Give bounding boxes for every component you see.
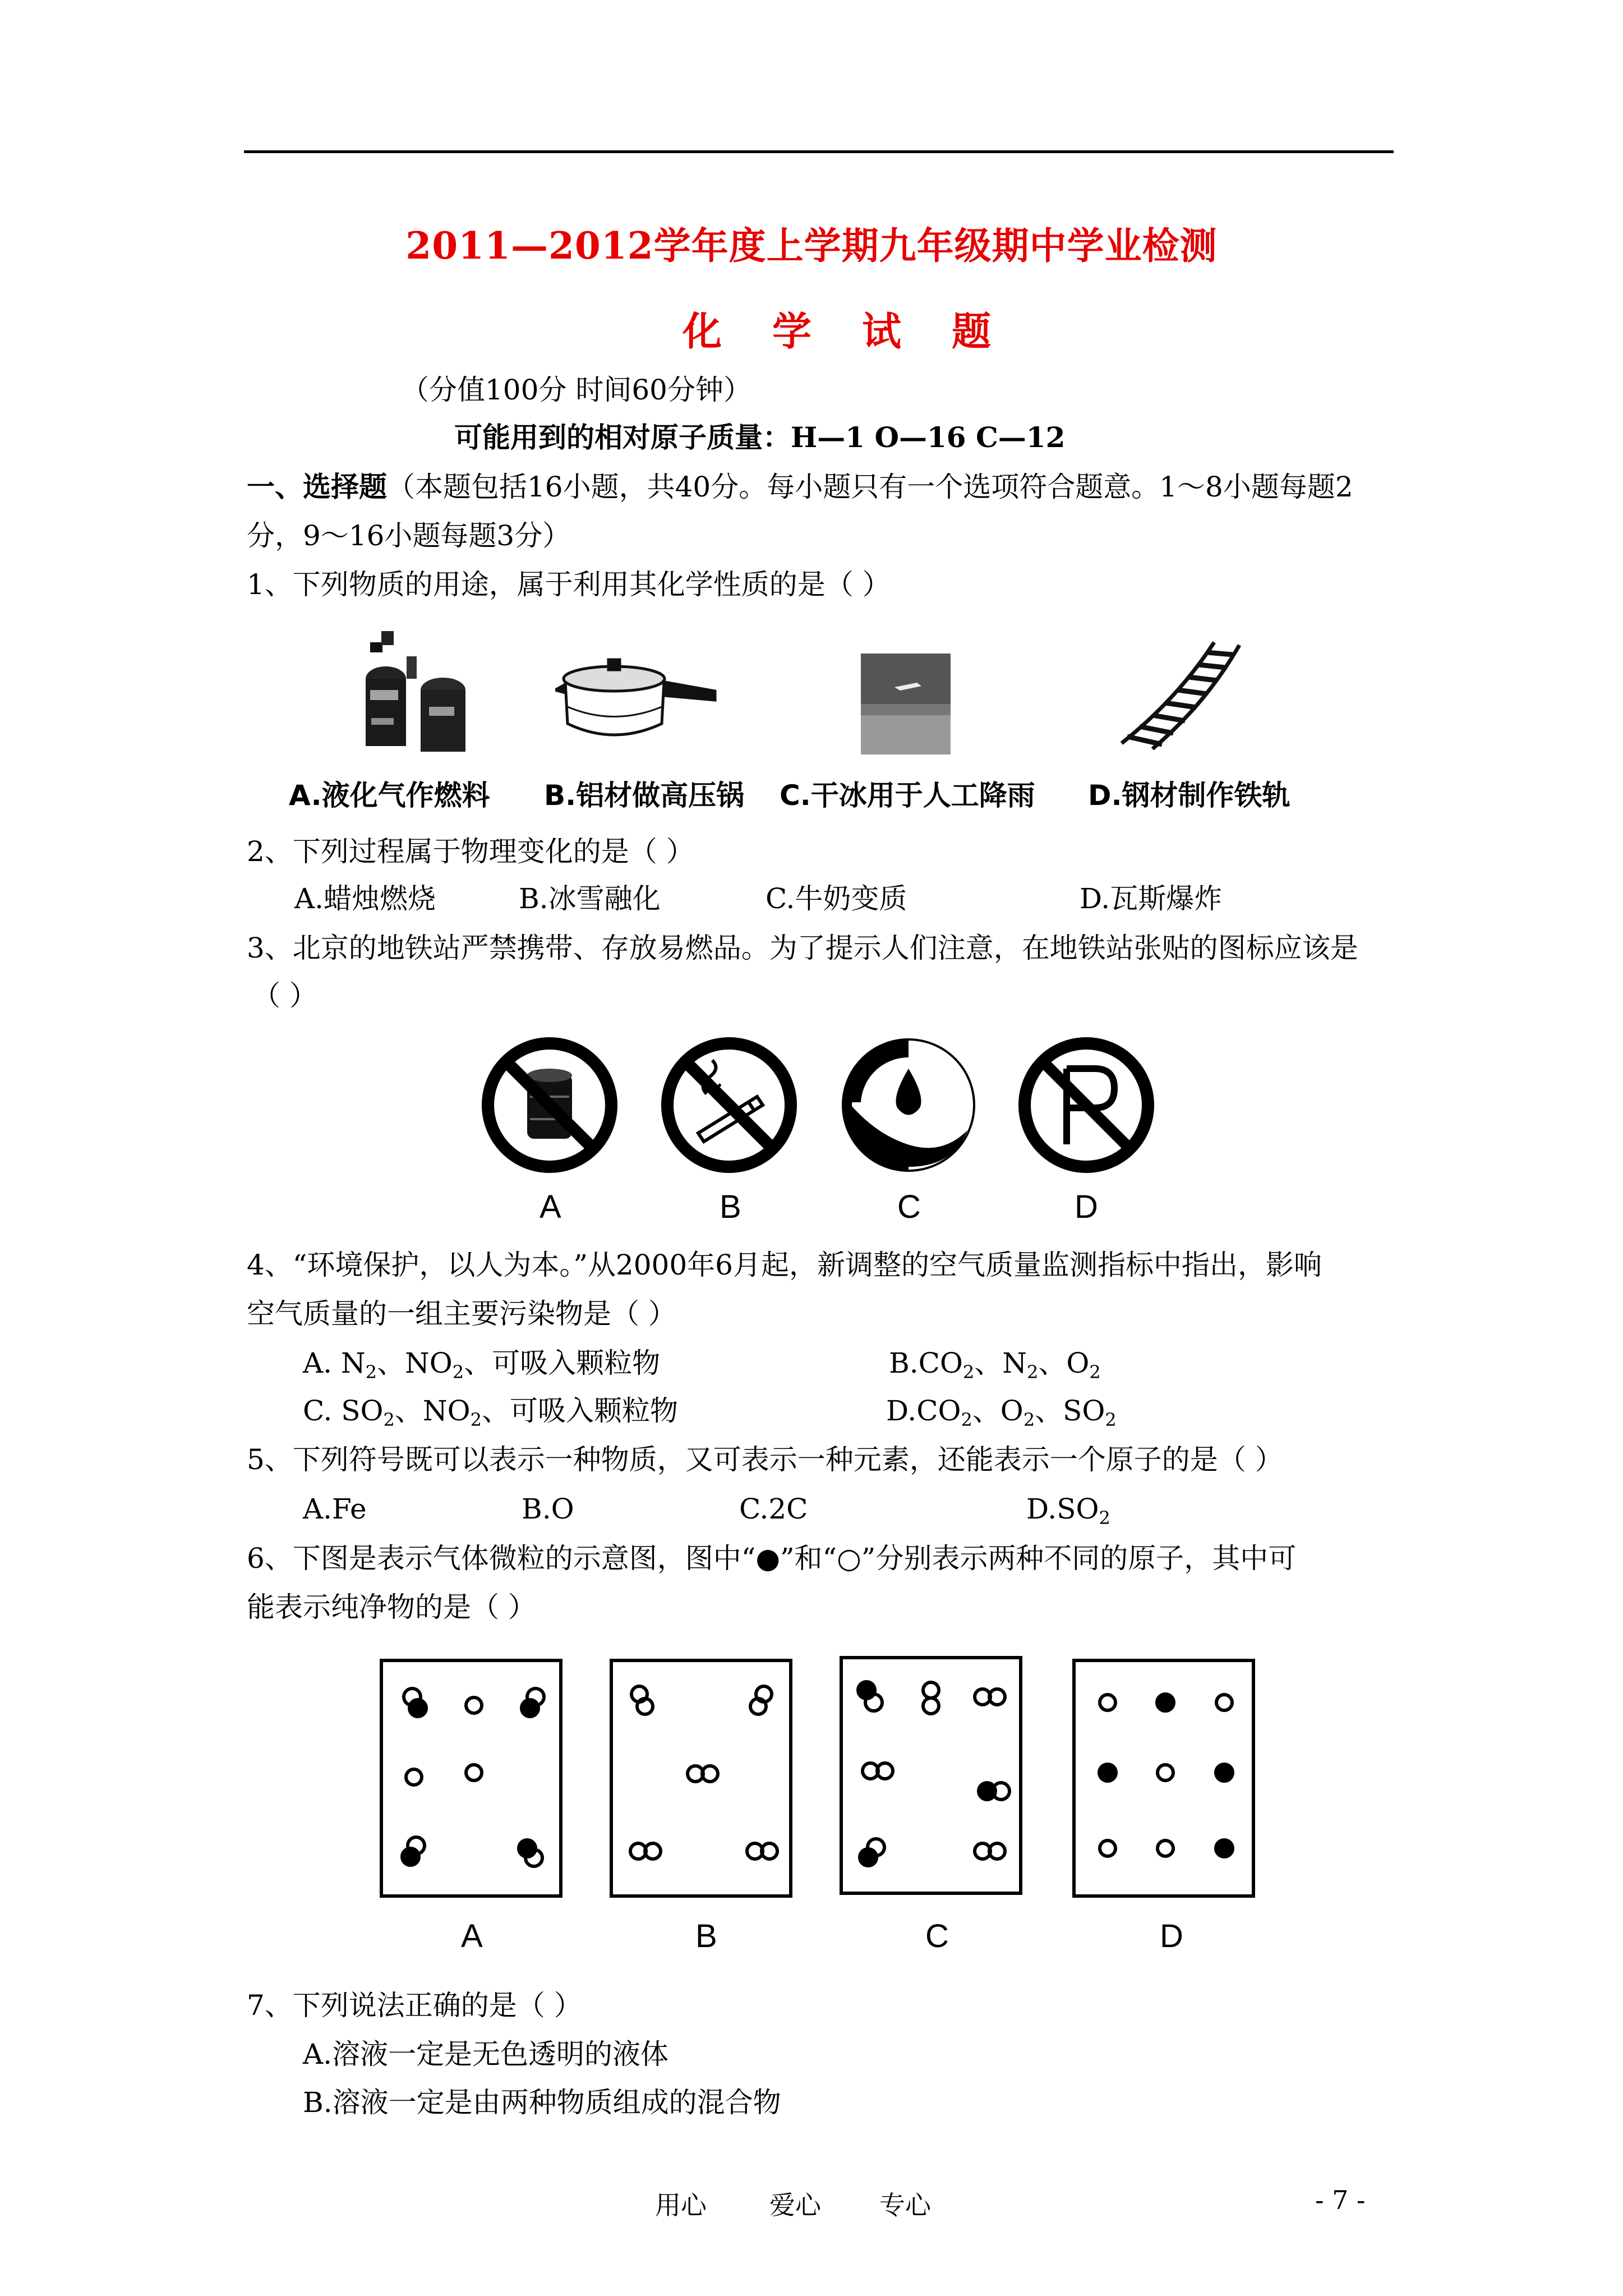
pressure-cooker-icon xyxy=(555,660,715,735)
q7-option-b: B.溶液一定是由两种物质组成的混合物 xyxy=(303,2086,781,2119)
q6-stem-line1: 6、下图是表示气体微粒的示意图，图中“●”和“○”分别表示两种不同的原子，其中可 xyxy=(247,1542,1297,1575)
q6-box-d xyxy=(1068,1655,1259,1902)
q6-box-b xyxy=(606,1655,796,1902)
q4-b-s2: 2 xyxy=(1027,1361,1039,1383)
q4-d-t2: 、O xyxy=(972,1395,1023,1427)
particle-diagram-b xyxy=(611,1660,791,1896)
exam-title: 2011—2012学年度上学期九年级期中学业检测 xyxy=(405,224,1218,268)
q6-letter-d: D xyxy=(1160,1918,1183,1954)
q4-d-s2: 2 xyxy=(1023,1409,1035,1430)
q1-caption-d: D.钢材制作铁轨 xyxy=(1088,779,1290,812)
q4-c-s2: 2 xyxy=(470,1409,482,1430)
q4-b-t2: 、N xyxy=(974,1347,1027,1379)
q4-c-s1: 2 xyxy=(383,1409,395,1430)
section-intro xyxy=(247,470,1353,504)
q5-stem: 5、下列符号既可以表示一种物质，又可表示一种元素，还能表示一个原子的是（ ） xyxy=(247,1443,1283,1476)
q4-b-s1: 2 xyxy=(962,1361,975,1383)
section-intro-text: （本题包括16小题，共40分。每小题只有一个选项符合题意。1～8小题每题2 xyxy=(387,471,1353,503)
q6-stem-line2: 能表示纯净物的是（ ） xyxy=(247,1591,536,1623)
q1-caption-c: C.干冰用于人工降雨 xyxy=(780,779,1035,812)
q5-option-d xyxy=(1026,1492,1110,1535)
q2-option-a: A.蜡烛燃烧 xyxy=(294,882,436,915)
q4-d-s1: 2 xyxy=(961,1409,972,1430)
q7-option-a: A.溶液一定是无色透明的液体 xyxy=(303,2038,669,2070)
q4-b-t3: 、O xyxy=(1038,1347,1090,1379)
q5-d-s1: 2 xyxy=(1099,1507,1110,1529)
q2-option-d: D.瓦斯爆炸 xyxy=(1080,882,1223,915)
q3-sign-a xyxy=(479,1035,620,1175)
section-label: 一、选择题 xyxy=(247,470,387,503)
q5-option-c: C.2C xyxy=(739,1493,808,1525)
q4-a-s2: 2 xyxy=(452,1361,464,1383)
q4-d-t3: 、SO xyxy=(1035,1395,1105,1427)
q3-sign-b xyxy=(659,1035,799,1175)
q5-d-t1: D.SO xyxy=(1026,1493,1099,1525)
q4-b-s3: 2 xyxy=(1089,1361,1101,1383)
q1-d-image xyxy=(1110,637,1256,754)
q3-letter-d: D xyxy=(1075,1189,1098,1225)
q4-d-s3: 2 xyxy=(1105,1409,1117,1430)
q3-letter-b: B xyxy=(720,1189,741,1225)
footer-motto-2: 爱心 xyxy=(769,2190,821,2220)
q7-stem: 7、下列说法正确的是（ ） xyxy=(247,1989,582,2022)
q4-a-s1: 2 xyxy=(365,1361,377,1383)
no-fuel-barrel-icon xyxy=(488,1043,611,1167)
header-rule xyxy=(244,150,1394,153)
q1-caption-a: A.液化气作燃料 xyxy=(289,779,490,812)
subject-title: 化学试题 xyxy=(683,308,1041,355)
q2-stem: 2、下列过程属于物理变化的是（ ） xyxy=(247,835,694,868)
q1-c-image xyxy=(861,654,951,754)
q1-caption-b: B.铝材做高压锅 xyxy=(544,779,745,812)
q5-option-a: A.Fe xyxy=(303,1493,367,1525)
q6-letter-a: A xyxy=(461,1918,483,1954)
particle-diagram-d xyxy=(1074,1660,1253,1896)
q6-box-c xyxy=(836,1652,1026,1899)
footer-motto-1: 用心 xyxy=(655,2190,707,2220)
q3-stem-line1: 3、北京的地铁站严禁携带、存放易燃品。为了提示人们注意，在地铁站张贴的图标应该是 xyxy=(247,932,1358,964)
water-drop-hand-icon xyxy=(847,1041,973,1170)
no-smoking-icon xyxy=(667,1043,791,1167)
q4-option-b xyxy=(889,1346,1101,1389)
particle-diagram-a xyxy=(381,1660,561,1896)
gas-cylinder-icon xyxy=(366,631,465,752)
particle-diagram-c xyxy=(841,1658,1021,1893)
q3-letter-a: A xyxy=(540,1189,561,1225)
q3-stem-line2: （ ） xyxy=(252,979,317,1012)
q4-stem-line2: 空气质量的一组主要污染物是（ ） xyxy=(247,1297,676,1330)
section-intro-line2: 分，9～16小题每题3分） xyxy=(247,519,571,552)
q4-b-t1: B.CO xyxy=(889,1347,963,1379)
q4-a-t2: 、NO xyxy=(377,1347,453,1379)
score-time: （分值100分 时间60分钟） xyxy=(401,374,751,406)
q4-c-t3: 、可吸入颗粒物 xyxy=(481,1395,678,1427)
q2-option-c: C.牛奶变质 xyxy=(766,882,907,915)
q1-stem: 1、下列物质的用途，属于利用其化学性质的是（ ） xyxy=(247,568,891,601)
q4-d-t1: D.CO xyxy=(886,1395,961,1427)
q4-c-t1: C. SO xyxy=(303,1395,384,1427)
q6-letter-c: C xyxy=(925,1918,949,1954)
q1-a-image xyxy=(359,623,482,763)
q6-box-a xyxy=(376,1655,566,1902)
q4-a-t3: 、可吸入颗粒物 xyxy=(464,1347,661,1379)
atomic-mass: 可能用到的相对原子质量：H—1 O—16 C—12 xyxy=(454,421,1066,454)
page-number: - 7 - xyxy=(1315,2185,1366,2215)
q5-option-b: B.O xyxy=(522,1493,574,1525)
q4-option-c xyxy=(303,1394,678,1437)
airplane-sky-icon xyxy=(861,654,951,754)
q4-c-t2: 、NO xyxy=(394,1395,471,1427)
q3-sign-d xyxy=(1016,1035,1156,1175)
q2-option-b: B.冰雪融化 xyxy=(519,882,661,915)
no-parking-icon xyxy=(1025,1043,1148,1167)
q6-letter-b: B xyxy=(695,1918,717,1954)
q1-b-image xyxy=(555,656,723,752)
q4-option-d xyxy=(886,1394,1117,1437)
footer-motto-3: 专心 xyxy=(879,2190,931,2220)
railway-track-icon xyxy=(1122,642,1239,749)
q3-letter-c: C xyxy=(897,1189,921,1225)
q3-sign-c xyxy=(838,1035,979,1175)
q4-stem-line1: 4、“环境保护，以人为本。”从2000年6月起，新调整的空气质量监测指标中指出，影响 xyxy=(247,1249,1322,1281)
q4-a-t1: A. N xyxy=(303,1347,366,1379)
q4-option-a xyxy=(303,1346,660,1389)
